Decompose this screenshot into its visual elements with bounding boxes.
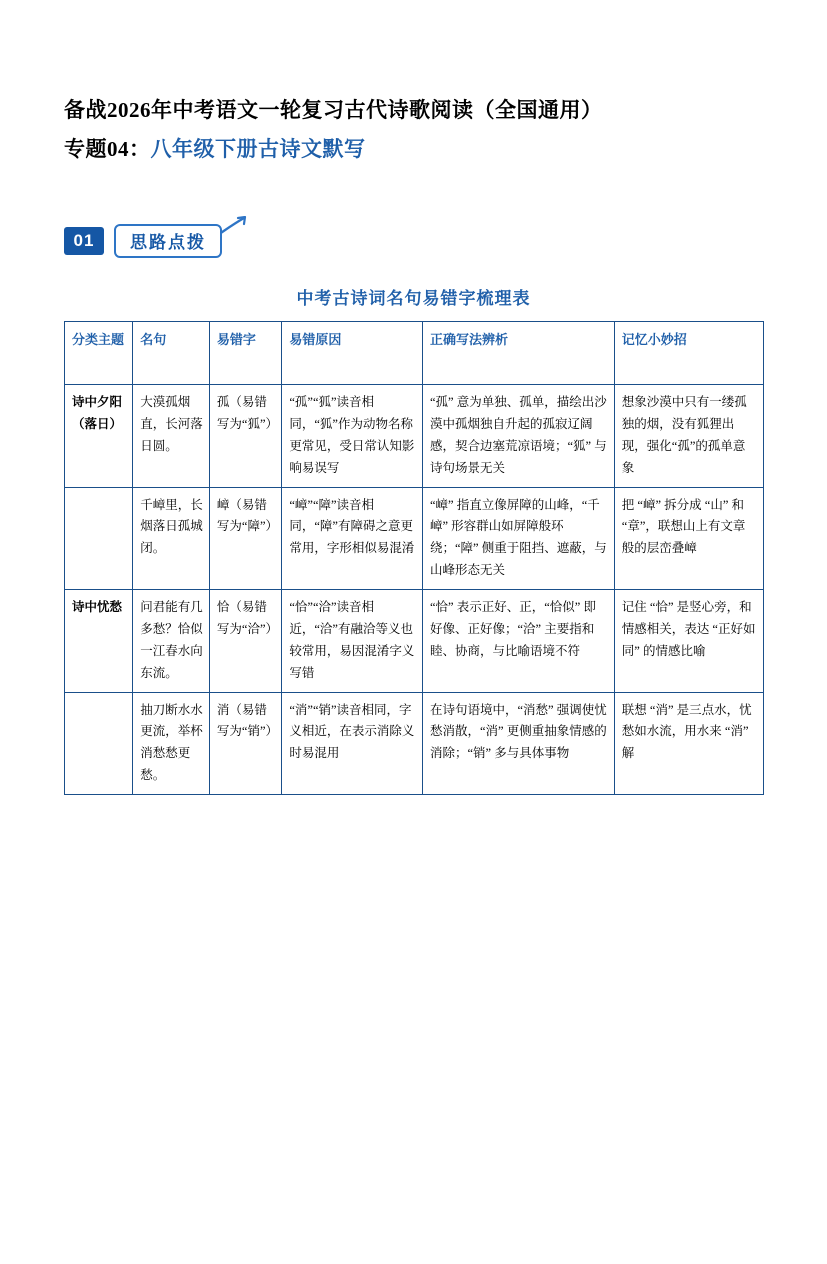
table-row — [65, 590, 764, 693]
cell-reason: “孤”“狐”读音相同，“狐”作为动物名称更常见，受日常认知影响易误写 — [282, 385, 423, 488]
column-header-tip: 记忆小妙招 — [614, 322, 763, 385]
cell-char: 消（易错写为“销”） — [209, 692, 281, 795]
cell-tip: 想象沙漠中只有一缕孤独的烟，没有狐狸出现，强化“孤”的孤单意象 — [614, 385, 763, 488]
cell-correct: “嶂” 指直立像屏障的山峰，“千嶂” 形容群山如屏障般环绕；“障” 侧重于阻挡、遮蔽，与山峰形态无关 — [423, 487, 615, 590]
table-body — [65, 385, 764, 795]
cell-reason: “恰”“洽”读音相近，“洽”有融洽等义也较常用，易因混淆字义写错 — [282, 590, 423, 693]
column-header-char: 易错字 — [209, 322, 281, 385]
table-caption: 中考古诗词名句易错字梳理表 — [296, 289, 531, 309]
cell-tip: 把 “嶂” 拆分成 “山” 和 “章”，联想山上有文章般的层峦叠嶂 — [614, 487, 763, 590]
table-row — [65, 487, 764, 590]
document-page — [0, 95, 827, 1264]
title-block — [64, 95, 763, 166]
mistake-table — [64, 321, 764, 795]
table-header — [65, 322, 764, 385]
cell-line: 千嶂里，长烟落日孤城闭。 — [133, 487, 210, 590]
cell-theme — [65, 487, 133, 590]
cell-reason: “消”“销”读音相同，字义相近，在表示消除义时易混用 — [282, 692, 423, 795]
cell-line: 问君能有几多愁？恰似一江春水向东流。 — [133, 590, 210, 693]
section-heading — [64, 224, 763, 258]
column-header-theme: 分类主题 — [65, 322, 133, 385]
page-subtitle — [64, 133, 763, 167]
section-number-badge: 01 — [64, 227, 104, 255]
cell-tip: 记住 “恰” 是竖心旁，和情感相关，表达 “正好如同” 的情感比喻 — [614, 590, 763, 693]
cell-theme: 诗中夕阳（落日） — [65, 385, 133, 488]
section-label: 思路点拨 — [114, 224, 222, 258]
cell-correct: “恰” 表示正好、正，“恰似” 即好像、正好像；“洽” 主要指和睦、协商，与比喻语境不符 — [423, 590, 615, 693]
table-row — [65, 692, 764, 795]
cell-line: 大漠孤烟直，长河落日圆。 — [133, 385, 210, 488]
column-header-reason: 易错原因 — [282, 322, 423, 385]
cell-tip: 联想 “消” 是三点水，忧愁如水流，用水来 “消” 解 — [614, 692, 763, 795]
cell-theme: 诗中忧愁 — [65, 590, 133, 693]
cell-char: 恰（易错写为“洽”） — [209, 590, 281, 693]
cell-reason: “嶂”“障”读音相同，“障”有障碍之意更常用，字形相似易混淆 — [282, 487, 423, 590]
table-header-row — [65, 322, 764, 385]
cell-char: 孤（易错写为“狐”） — [209, 385, 281, 488]
cell-correct: “孤” 意为单独、孤单，描绘出沙漠中孤烟独自升起的孤寂辽阔感，契合边塞荒凉语境；“狐” 与诗句场景无关 — [423, 385, 615, 488]
section-label-wrap — [114, 226, 222, 256]
cell-line: 抽刀断水水更流，举杯消愁愁更愁。 — [133, 692, 210, 795]
cell-char: 嶂（易错写为“障”） — [209, 487, 281, 590]
column-header-correct: 正确写法辨析 — [423, 322, 615, 385]
column-header-line: 名句 — [133, 322, 210, 385]
table-row — [65, 385, 764, 488]
cell-theme — [65, 692, 133, 795]
subtitle-main: 八年级下册古诗文默写 — [150, 136, 366, 161]
subtitle-prefix: 专题04： — [64, 136, 151, 161]
cell-correct: 在诗句语境中，“消愁” 强调使忧愁消散，“消” 更侧重抽象情感的消除；“销” 多与具体事物 — [423, 692, 615, 795]
page-title: 备战2026年中考语文一轮复习古代诗歌阅读（全国通用） — [64, 98, 603, 122]
